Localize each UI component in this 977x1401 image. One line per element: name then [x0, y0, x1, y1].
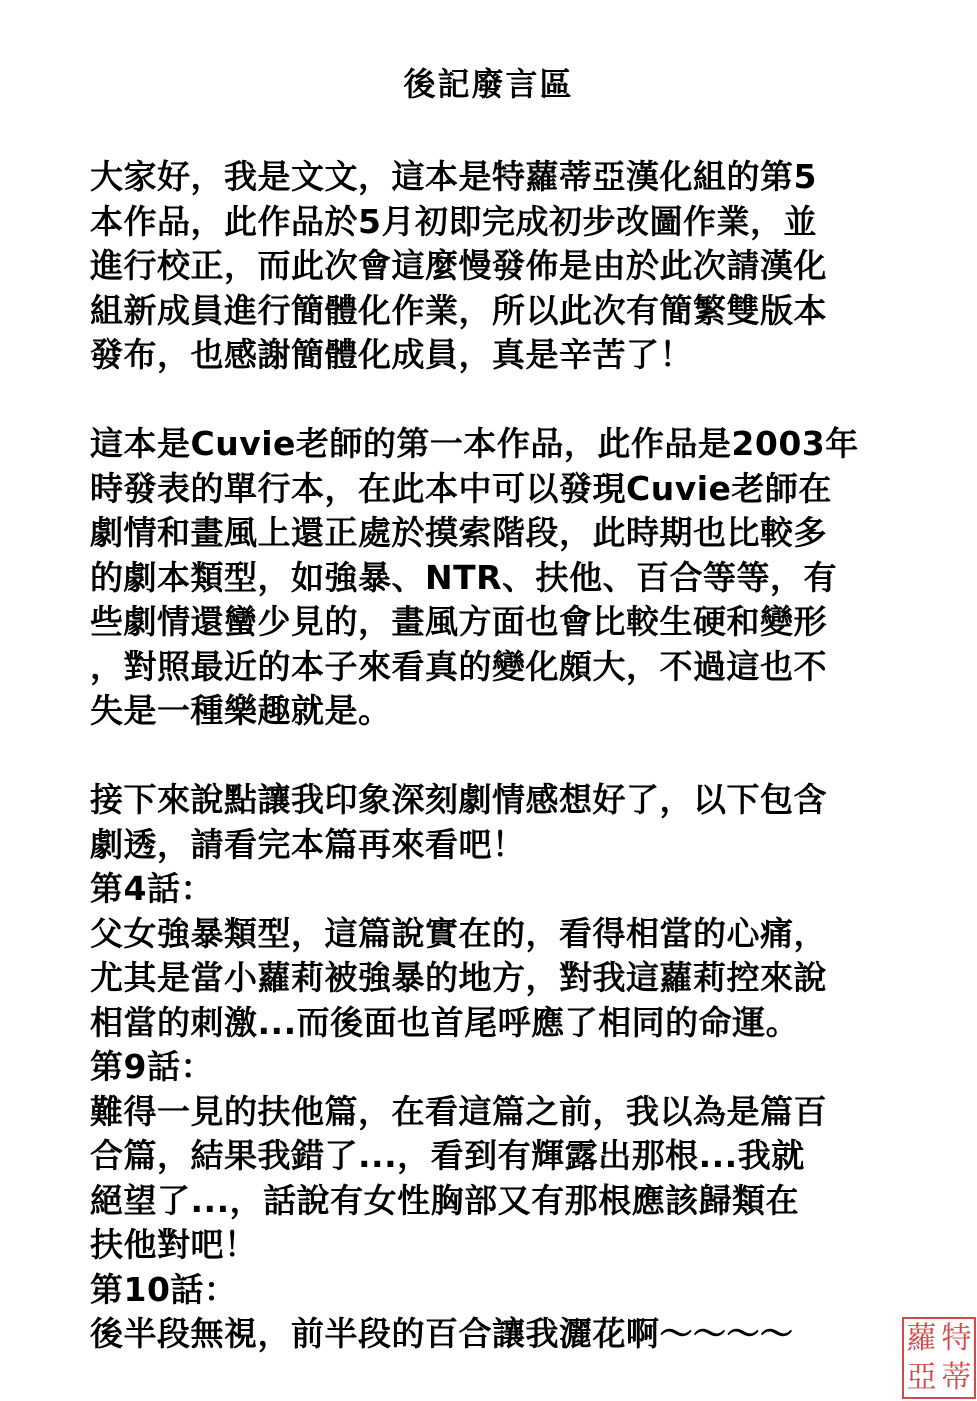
chapter-heading: 第4話：	[90, 869, 214, 908]
text-line: 些劇情還蠻少見的，畫風方面也會比較生硬和變形	[90, 602, 827, 641]
text-line: 父女強暴類型，這篇說實在的，看得相當的心痛，	[90, 913, 827, 953]
seal-char: 亞	[906, 1359, 937, 1395]
text-line: 相當的刺激...而後面也首尾呼應了相同的命運。	[90, 1002, 800, 1042]
text-line: 尤其是當小蘿莉被強暴的地方，對我這蘿莉控來說	[90, 958, 827, 997]
afterword-body	[90, 155, 900, 1401]
text-line: 劇透，請看完本篇再來看吧！	[90, 824, 526, 864]
text-line: 組新成員進行簡體化作業，所以此次有簡繁雙版本	[90, 290, 827, 330]
chapter-heading: 第9話：	[90, 1047, 214, 1086]
text-line: ，對照最近的本子來看真的變化頗大，不過這也不	[90, 646, 827, 686]
text-line: 後半段無視，前半段的百合讓我灑花啊～～～～	[90, 1314, 794, 1353]
paragraph-about-work	[90, 422, 900, 734]
text-line: 發布，也感謝簡體化成員，真是辛苦了！	[90, 335, 693, 374]
paragraph-intro	[90, 155, 900, 378]
page-title: 後記廢言區	[403, 65, 574, 103]
paragraph-impressions	[90, 778, 900, 1357]
text-line: 時發表的單行本，在此本中可以發現Cuvie老師在	[90, 468, 832, 508]
group-seal-stamp	[902, 1317, 976, 1399]
chapter-heading: 第10話：	[90, 1269, 238, 1309]
text-line: 本作品，此作品於5月初即完成初步改圖作業，並	[90, 201, 817, 241]
text-line: 接下來說點讓我印象深刻劇情感想好了，以下包含	[90, 780, 827, 819]
text-line: 進行校正，而此次會這麼慢發佈是由於此次請漢化	[90, 246, 827, 285]
text-line: 這本是Cuvie老師的第一本作品，此作品是2003年	[90, 424, 859, 463]
text-line: 大家好，我是文文，這本是特蘿蒂亞漢化組的第5	[90, 157, 817, 196]
text-line: 扶他對吧！	[90, 1225, 258, 1264]
seal-char: 蒂	[941, 1359, 972, 1395]
text-line: 絕望了...，話說有女性胸部又有那根應該歸類在	[90, 1180, 800, 1220]
seal-char: 特	[941, 1320, 972, 1356]
seal-char: 蘿	[906, 1320, 937, 1356]
text-line: 失是一種樂趣就是。	[90, 691, 392, 730]
text-line: 難得一見的扶他篇，在看這篇之前，我以為是篇百	[90, 1091, 827, 1131]
text-line: 合篇，結果我錯了...，看到有輝露出那根...我就	[90, 1136, 805, 1175]
text-line: 的劇本類型，如強暴、NTR、扶他、百合等等，有	[90, 557, 838, 597]
text-line: 劇情和畫風上還正處於摸索階段，此時期也比較多	[90, 513, 827, 552]
